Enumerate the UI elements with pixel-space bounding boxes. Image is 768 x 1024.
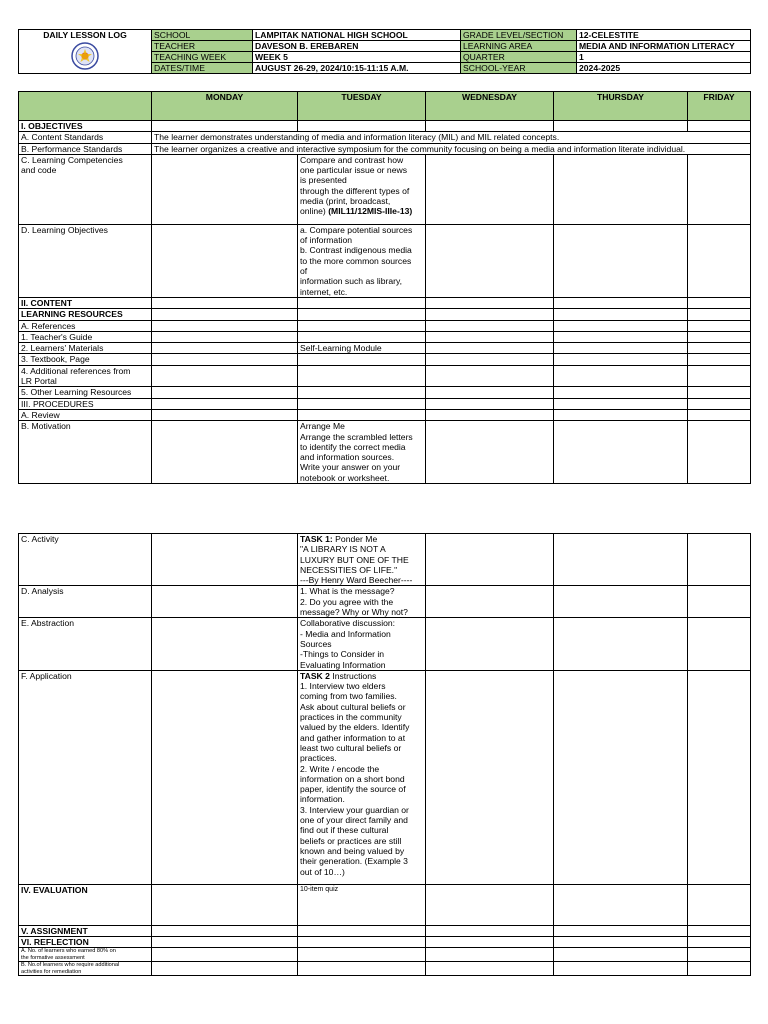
motivation-text: Arrange Me Arrange the scrambled letters to identify the correct media and information sources. Write your answer on your notebook or worksheet. [298,421,426,484]
motivation-label: B. Motivation [19,421,152,484]
evaluation-text: 10-item quiz [298,884,426,925]
application-cell [298,670,426,884]
week-label: TEACHING WEEK [152,52,253,63]
learning-objectives-text: a. Compare potential sources of information b. Contrast indigenous media to the more common sources of information such as library, internet, etc. [298,224,426,297]
day-friday: FRIDAY [688,92,751,121]
dates-value: AUGUST 26-29, 2024/10:15-11:15 A.M. [253,63,461,74]
textbook-label: 3. Textbook, Page [19,354,152,365]
other-resources-label: 5. Other Learning Resources [19,387,152,398]
content-standards-text: The learner demonstrates understanding of media and information literacy (MIL) and MIL related concepts. [152,132,751,143]
school-year-value: 2024-2025 [577,63,751,74]
reflection-b-label: B. No.of learners who require additional activities for remediation [19,962,152,976]
task2-text: Instructions 1. Interview two elders coming from two families. Ask about cultural beliefs or practices in the community valued by the elders. Identify and gather information to at least two cultural beliefs or practices. 2. Write / encode the information on a short bond paper, identify the source of information. 3. Interview your guardian or one of your direct family and find out if these cultural beliefs or practices are still known and being valued by their generation. (Example 3 out of 10…) [300,670,410,877]
task1-text: Ponder Me "A LIBRARY IS NOT A LUXURY BUT ONE OF THE NECESSITIES OF LIFE." ---By Henry Ward Beecher---- [300,534,413,586]
dates-label: DATES/TIME [152,63,253,74]
header-table [18,29,751,74]
teacher-value: DAVESON B. EREBAREN [253,41,461,52]
competencies-cell [298,154,426,224]
analysis-label: D. Analysis [19,586,152,618]
week-value: WEEK 5 [253,52,461,63]
quarter-value: 1 [577,52,751,63]
task2-title: TASK 2 [300,670,330,681]
grade-label: GRADE LEVEL/SECTION [461,30,577,41]
performance-standards-label: B. Performance Standards [19,143,152,154]
school-label: SCHOOL [152,30,253,41]
competencies-code: (MIL11/12MIS-IIIe-13) [328,206,413,217]
activity-label: C. Activity [19,534,152,586]
dll-title-cell [19,30,152,74]
assignment-heading: V. ASSIGNMENT [19,925,152,936]
reflection-heading: VI. REFLECTION [19,937,152,948]
evaluation-heading: IV. EVALUATION [19,884,152,925]
grade-value: 12-CELESTITE [577,30,751,41]
task1-title: TASK 1: [300,534,333,544]
learners-materials-label: 2. Learners' Materials [19,343,152,354]
dll-title: DAILY LESSON LOG [43,30,127,40]
competencies-label: C. Learning Competencies and code [19,154,152,224]
quarter-label: QUARTER [461,52,577,63]
abstraction-text: Collaborative discussion: - Media and Information Sources -Things to Consider in Evaluating Information [298,618,426,670]
review-label: A. Review [19,409,152,420]
application-label: F. Application [19,670,152,884]
day-thursday: THURSDAY [554,92,688,121]
lesson-table-part2 [18,533,751,976]
day-monday: MONDAY [152,92,298,121]
abstraction-label: E. Abstraction [19,618,152,670]
reflection-a-label: A. No. of learners who earned 80% on the formative assessment [19,948,152,962]
teacher-label: TEACHER [152,41,253,52]
competencies-text: Compare and contrast how one particular issue or news is presented through the different types of media (print, broadcast, online) [300,154,410,217]
content-standards-label: A. Content Standards [19,132,152,143]
learning-resources-heading: LEARNING RESOURCES [19,309,152,320]
content-heading: II. CONTENT [19,297,152,308]
deped-seal-icon [71,42,99,70]
activity-cell [298,534,426,586]
day-tuesday: TUESDAY [298,92,426,121]
objectives-heading: I. OBJECTIVES [19,121,152,132]
lesson-table-part1 [18,91,751,484]
learning-area-value: MEDIA AND INFORMATION LITERACY [577,41,751,52]
learning-objectives-label: D. Learning Objectives [19,224,152,297]
references-label: A. References [19,320,152,331]
school-value: LAMPITAK NATIONAL HIGH SCHOOL [253,30,461,41]
learners-materials-text: Self-Learning Module [298,343,426,354]
procedures-heading: III. PROCEDURES [19,398,152,409]
day-wednesday: WEDNESDAY [426,92,554,121]
school-year-label: SCHOOL-YEAR [461,63,577,74]
header-blank-cell [19,92,152,121]
analysis-text: 1. What is the message? 2. Do you agree with the message? Why or Why not? [298,586,426,618]
learning-area-label: LEARNING AREA [461,41,577,52]
additional-references-label: 4. Additional references from LR Portal [19,365,152,387]
teachers-guide-label: 1. Teacher's Guide [19,331,152,342]
performance-standards-text: The learner organizes a creative and interactive symposium for the community focusing on being a media and information literate individual. [152,143,751,154]
